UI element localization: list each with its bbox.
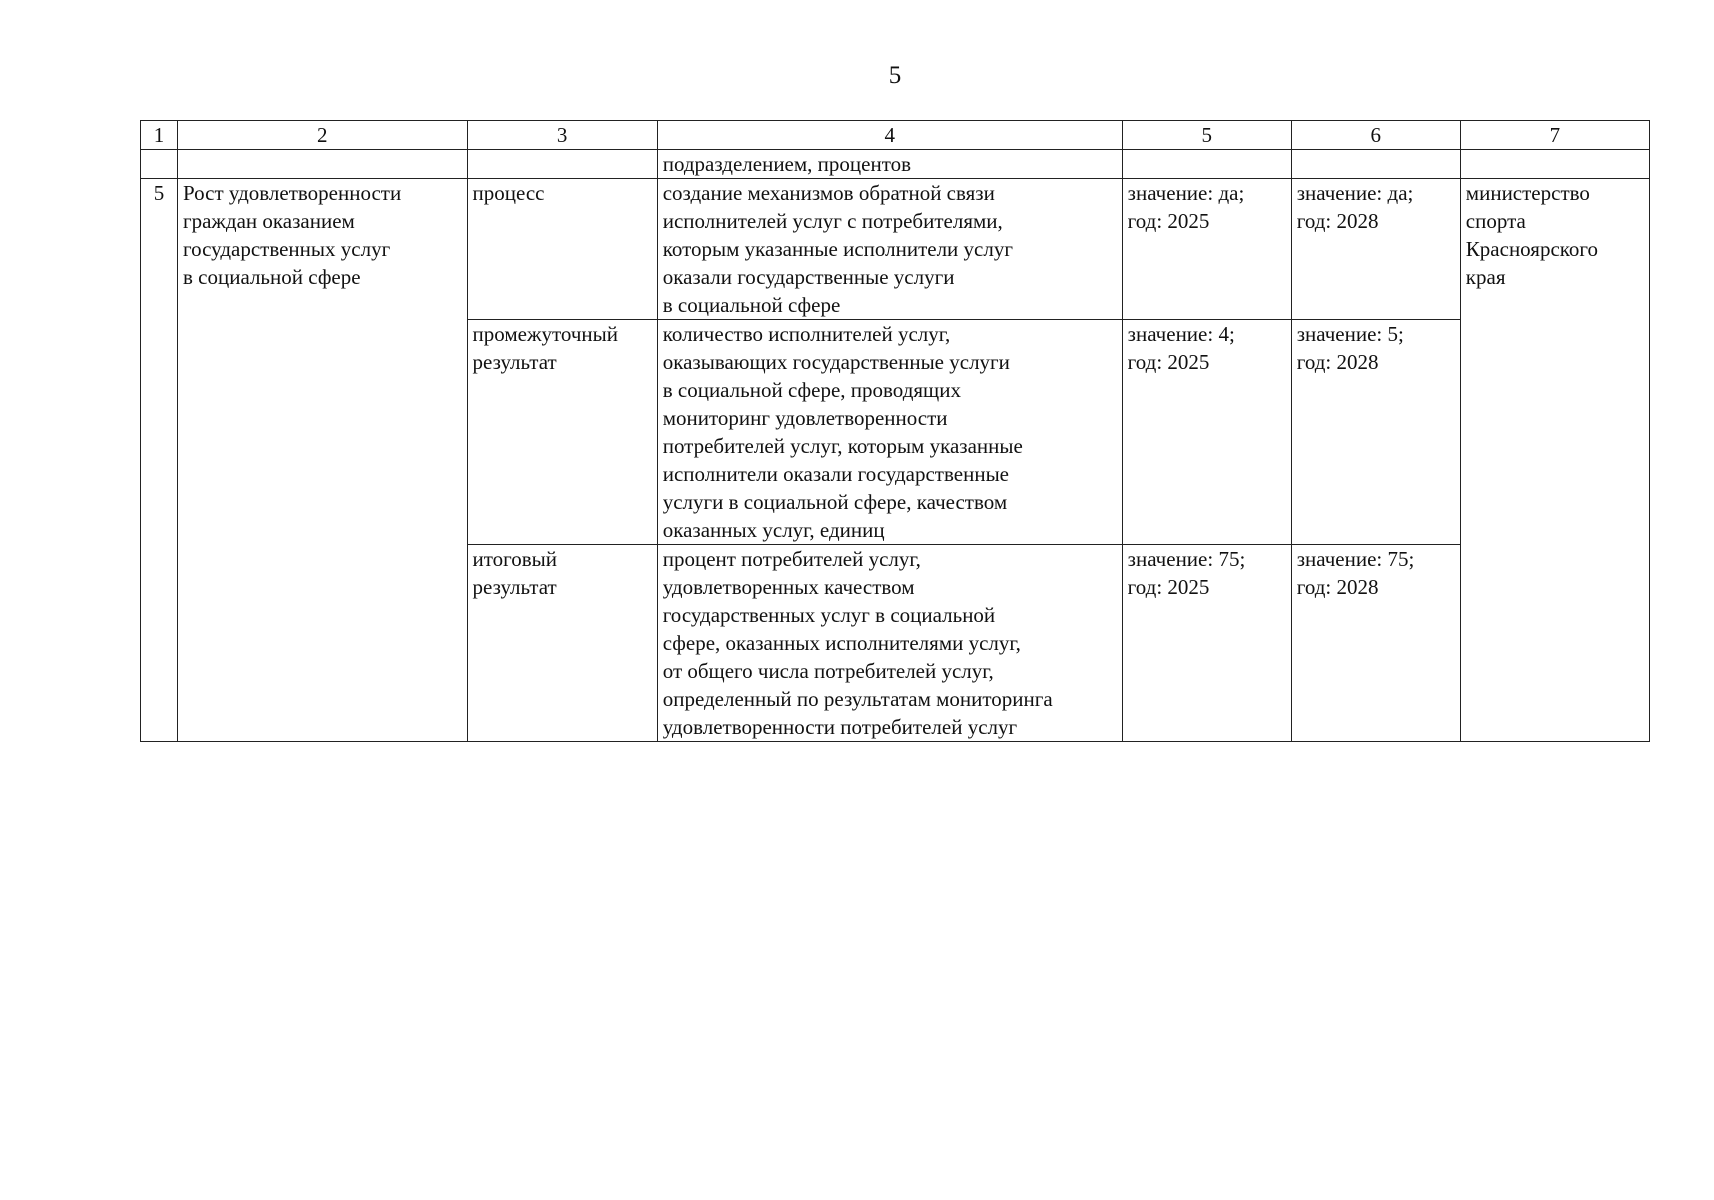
page-number: 5 (888, 62, 902, 89)
table-header-row (141, 121, 1650, 150)
target-value: значение: 5; год: 2028 (1291, 320, 1460, 545)
table-cell (1460, 150, 1649, 179)
table-cell (1291, 150, 1460, 179)
table-row (141, 179, 1650, 320)
table-cell (177, 150, 467, 179)
continuation-row (141, 150, 1650, 179)
indicator-type: промежуточный результат (467, 320, 657, 545)
header-cell: 5 (1122, 121, 1291, 150)
indicator-type: итоговый результат (467, 545, 657, 742)
table-cell (467, 150, 657, 179)
target-value: значение: 75; год: 2028 (1291, 545, 1460, 742)
indicator-type: процесс (467, 179, 657, 320)
row-number: 5 (141, 179, 178, 742)
header-cell: 6 (1291, 121, 1460, 150)
base-value: значение: 75; год: 2025 (1122, 545, 1291, 742)
base-value: значение: да; год: 2025 (1122, 179, 1291, 320)
indicator-description: количество исполнителей услуг, оказывающих государственные услуги в социальной сфере, проводящих мониторинг удовлетворенности потребителей услуг, которым указанные исполнители оказали государственные услуги в социальной сфере, качеством оказанных услуг, единиц (657, 320, 1122, 545)
base-value: значение: 4; год: 2025 (1122, 320, 1291, 545)
table-cell (141, 150, 178, 179)
indicators-table (140, 120, 1650, 742)
header-cell: 2 (177, 121, 467, 150)
header-cell: 7 (1460, 121, 1649, 150)
goal-cell: Рост удовлетворенности граждан оказанием государственных услуг в социальной сфере (177, 179, 467, 742)
header-cell: 3 (467, 121, 657, 150)
header-cell: 4 (657, 121, 1122, 150)
indicator-description: создание механизмов обратной связи исполнителей услуг с потребителями, которым указанные исполнители услуг оказали государственные услуги в социальной сфере (657, 179, 1122, 320)
target-value: значение: да; год: 2028 (1291, 179, 1460, 320)
header-cell: 1 (141, 121, 178, 150)
indicator-description: процент потребителей услуг, удовлетворенных качеством государственных услуг в социальной сфере, оказанных исполнителями услуг, от общего числа потребителей услуг, определенный по результатам мониторинга удовлетворенности потребителей услуг (657, 545, 1122, 742)
continuation-text: подразделением, процентов (657, 150, 1122, 179)
table-cell (1122, 150, 1291, 179)
responsible-cell: министерство спорта Красноярского края (1460, 179, 1649, 742)
